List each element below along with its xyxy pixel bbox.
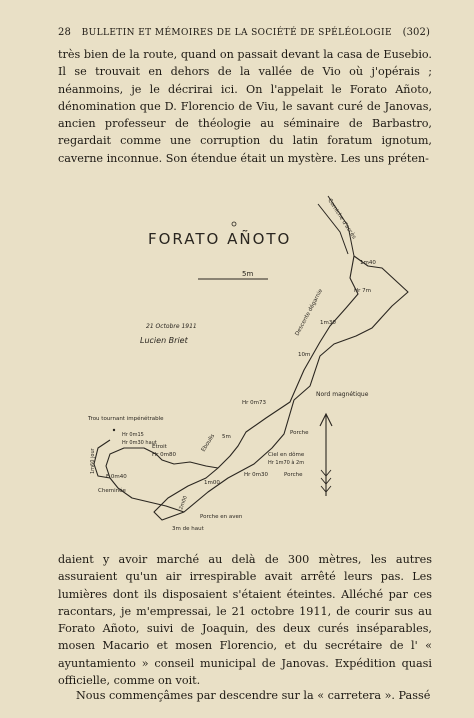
map-scale-label: 5m bbox=[242, 270, 254, 278]
paragraph-top: très bien de la route, quand on passait devant la casa de Eusebio. Il se trouvait en dehors de la vallée de Vio où j'opérais ; néanmoins, je le décrirai ici. On l'appelait le Forato Añoto, dénomination que D. Florencio de Viu, le savant curé de Janovas, ancien professeur de théologie au séminaire de Barbastro, regardait comme une corruption du latin foratum ignotum, caverne inconnue. Son étendue était un mystère. Les uns préten- bbox=[58, 48, 432, 165]
label-hr0m30: Hr 0m30 bbox=[244, 472, 269, 478]
label-porche-lower: Porche bbox=[284, 472, 303, 478]
label-corniche: Corniche d'accès bbox=[326, 197, 357, 241]
label-eboulis: Eboulis bbox=[200, 433, 217, 454]
label-hr7m: Hr 7m bbox=[354, 288, 372, 294]
impenetrable-hole-mark bbox=[113, 429, 115, 431]
label-trou-tournant: Trou tournant impénétrable bbox=[88, 416, 164, 422]
page-reference: (302) bbox=[402, 27, 430, 38]
label-porche-aven: Porche en aven bbox=[200, 514, 243, 520]
label-f0m40: F 0m40 bbox=[106, 474, 127, 480]
label-ciel-en-dome: Ciel en dôme bbox=[268, 452, 305, 458]
paragraph-last-text: Nous commençâmes par descendre sur la « carretera ». Passé bbox=[76, 689, 431, 702]
label-descente: Descente dégarnie bbox=[294, 288, 325, 337]
map-title-mark bbox=[232, 222, 236, 226]
label-cheminee: Cheminée bbox=[98, 488, 126, 494]
label-hr0m80: Hr 0m80 bbox=[152, 452, 177, 458]
paragraph-last bbox=[58, 687, 432, 704]
map-title: FORATO AÑOTO bbox=[148, 230, 292, 248]
label-hr1m70: Hr 1m70 à 2m bbox=[268, 460, 305, 466]
label-10m: 10m bbox=[298, 352, 311, 358]
label-etroit: Etroit bbox=[152, 444, 167, 450]
paragraph-bottom: daient y avoir marché au delà de 300 mètres, les autres assuraient qu'un air irrespirable avait arrêté leurs pas. Les lumières dont ils disposaient s'étaient éteintes. Alléché par ces racontars, je m'empressai, le 21 octobre 1911, de courir sus au Forato Añoto, suivi de Joaquin, des deux curés inséparables, mosen Macario et mosen Florencio, et du secrétaire de l' « ayuntamiento » conseil municipal de Janovas. Expédition quasi officielle, comme on voit. bbox=[58, 553, 432, 688]
map-signature: Lucien Briet bbox=[140, 336, 188, 345]
label-1m00: 1m00 bbox=[204, 480, 220, 486]
cave-map-figure bbox=[58, 186, 438, 546]
label-hr0m30-haut: Hr 0m30 haut bbox=[122, 440, 157, 446]
label-porche-upper: Porche bbox=[290, 430, 309, 436]
running-header bbox=[58, 27, 430, 38]
label-1m60-jour: 1m60 jour bbox=[90, 448, 96, 474]
cave-outline-outer bbox=[154, 256, 408, 520]
label-2m00: 2m00 bbox=[178, 495, 189, 511]
label-hr0m73: Hr 0m73 bbox=[242, 400, 267, 406]
page-number: 28 bbox=[58, 27, 71, 38]
north-arrow-icon bbox=[320, 414, 332, 496]
cave-map bbox=[58, 186, 438, 546]
label-1m40: 1m40 bbox=[360, 260, 376, 266]
journal-title: BULLETIN ET MÉMOIRES DE LA SOCIÉTÉ DE SPÉLÉOLOGIE bbox=[81, 28, 392, 38]
label-hr0m15: Hr 0m15 bbox=[122, 432, 144, 438]
label-nord-magnetique: Nord magnétique bbox=[316, 391, 369, 398]
label-1m30: 1m30 bbox=[320, 320, 336, 326]
label-5m: 5m bbox=[222, 434, 231, 440]
map-date: 21 Octobre 1911 bbox=[146, 323, 197, 330]
label-3m-haut: 3m de haut bbox=[172, 526, 204, 532]
